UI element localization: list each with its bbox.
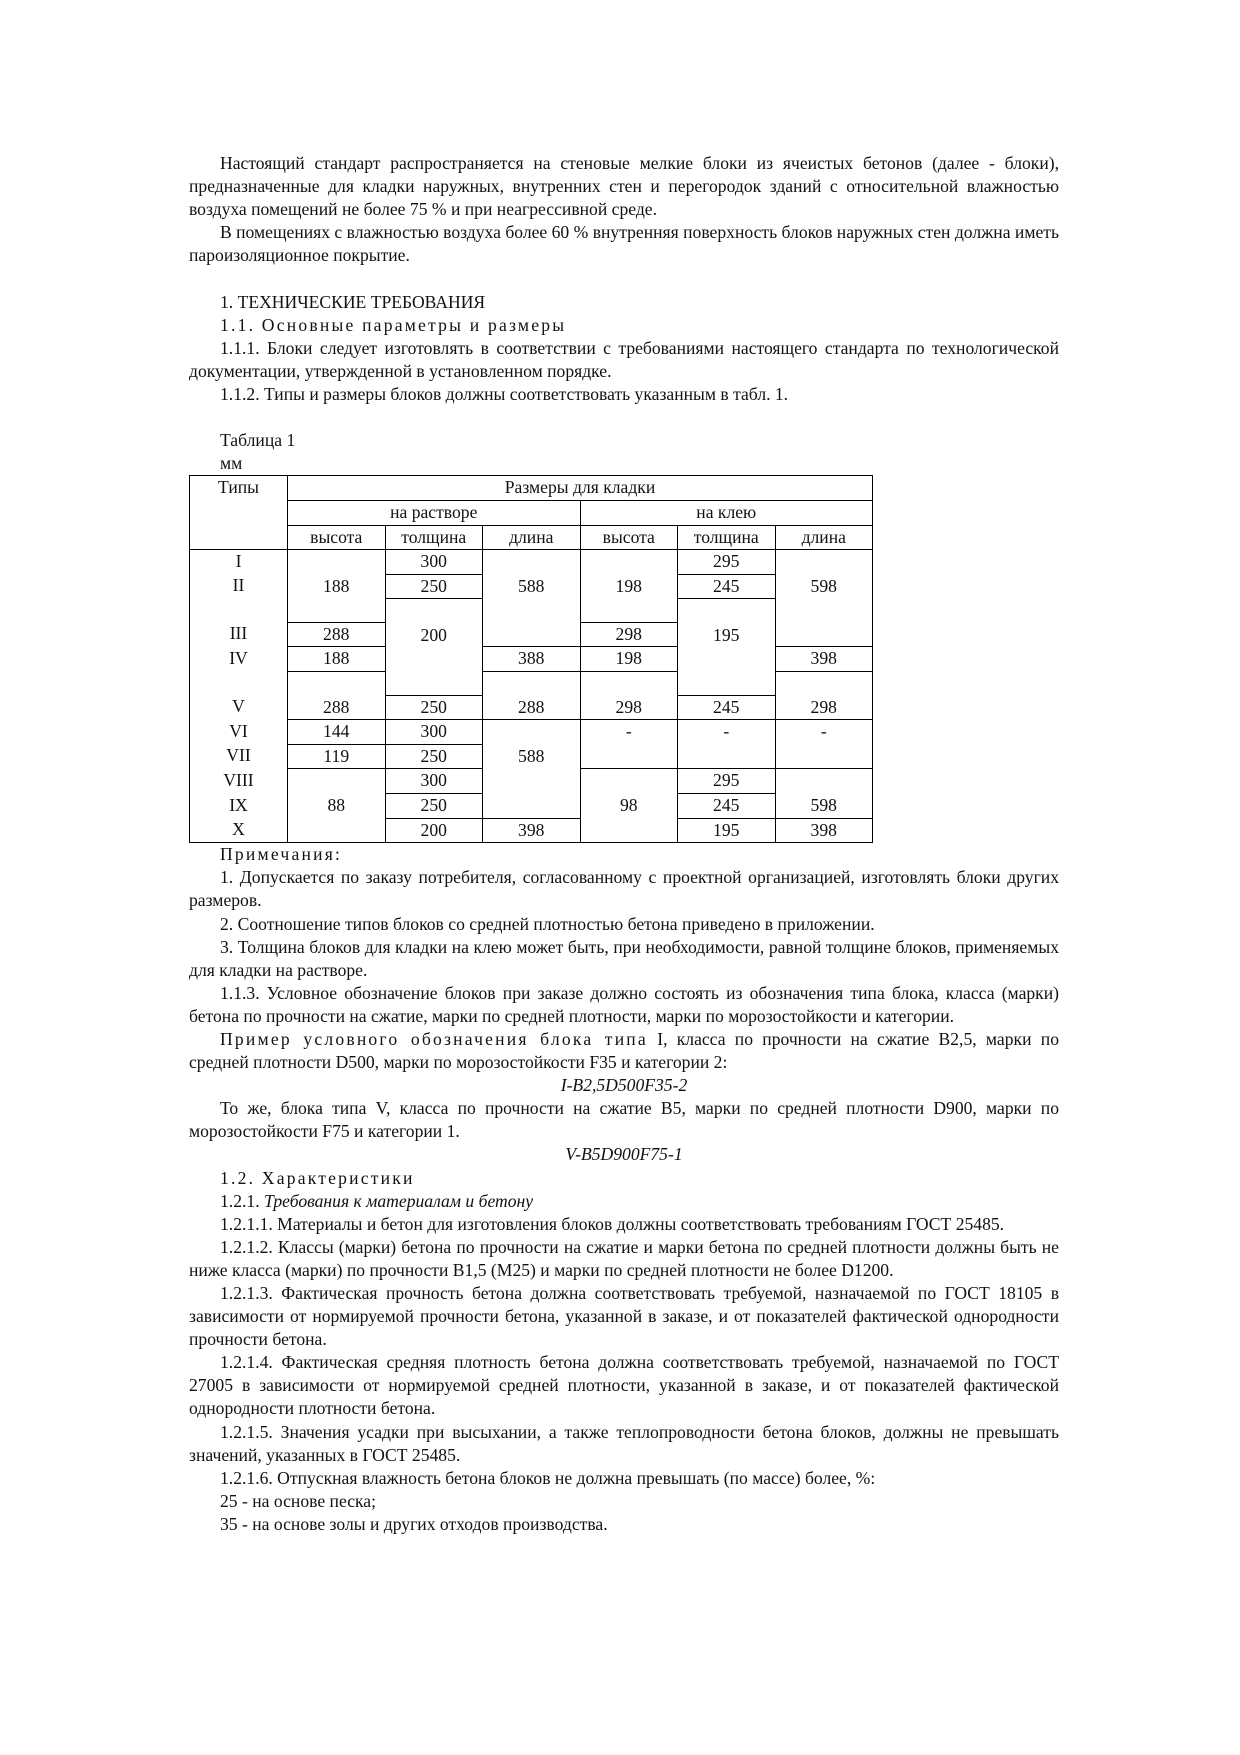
paragraph: 1.1.2. Типы и размеры блоков должны соответствовать указанным в табл. 1. bbox=[220, 383, 789, 404]
cell: 200 bbox=[385, 818, 483, 843]
type-cell: II bbox=[190, 574, 288, 599]
cell: - bbox=[580, 720, 678, 769]
cell: 198 bbox=[580, 647, 678, 672]
type-cell: IX bbox=[190, 794, 288, 819]
header-sizes: Размеры для кладки bbox=[288, 476, 873, 501]
cell: 288 bbox=[288, 622, 386, 647]
header-glue: на клею bbox=[580, 500, 873, 525]
type-cell: VI bbox=[190, 720, 288, 745]
cell: 288 bbox=[483, 672, 581, 720]
cell: 398 bbox=[775, 818, 873, 843]
cell: 288 bbox=[288, 672, 386, 720]
cell: 245 bbox=[678, 574, 776, 599]
cell: 300 bbox=[385, 769, 483, 794]
table-row bbox=[190, 720, 873, 745]
example-label: Пример условного обозначения блока типа bbox=[220, 1028, 648, 1049]
cell: 198 bbox=[580, 550, 678, 623]
paragraph: 1.2.1.6. Отпускная влажность бетона блоков не должна превышать (по массе) более, %: bbox=[220, 1467, 876, 1488]
cell: - bbox=[678, 720, 776, 769]
document-page bbox=[189, 152, 1059, 1536]
paragraph: 1.2.1.3. Фактическая прочность бетона должна соответствовать требуемой, назначаемой по ГОСТ 18105 в зависимости от нормируемой прочности бетона, указанной в заказе, и от показателей фактической однородности прочности бетона. bbox=[189, 1283, 1059, 1350]
paragraph: 1.1.1. Блоки следует изготовлять в соответствии с требованиями настоящего стандарта по технологической документации, утвержденной в установленном порядке. bbox=[189, 337, 1059, 381]
header-length: длина bbox=[775, 525, 873, 550]
designation-code: V-B5D900F75-1 bbox=[565, 1144, 683, 1165]
cell: 295 bbox=[678, 550, 776, 575]
example-paragraph bbox=[189, 1028, 1059, 1074]
example-paragraph: То же, блока типа V, класса по прочности на сжатие B5, марки по средней плотности D900, марки по морозостойкости F75 и категории 1. bbox=[189, 1098, 1059, 1142]
header-thickness: толщина bbox=[385, 525, 483, 550]
cell: 188 bbox=[288, 550, 386, 623]
header-length: длина bbox=[483, 525, 581, 550]
type-cell: X bbox=[190, 818, 288, 843]
header-height: высота bbox=[580, 525, 678, 550]
paragraph: 1.2.1.5. Значения усадки при высыхании, а также теплопроводности бетона блоков, должны не превышать значений, указанных в ГОСТ 25485. bbox=[189, 1421, 1059, 1465]
cell: 200 bbox=[385, 599, 483, 695]
cell: 245 bbox=[678, 794, 776, 819]
note: 3. Толщина блоков для кладки на клею может быть, при необходимости, равной толщине блоков, применяемых для кладки на растворе. bbox=[189, 936, 1059, 980]
cell: 250 bbox=[385, 744, 483, 769]
cell: 298 bbox=[775, 672, 873, 720]
type-cell: IV bbox=[190, 647, 288, 672]
type-cell: VII bbox=[190, 744, 288, 769]
header-height: высота bbox=[288, 525, 386, 550]
table-caption: Таблица 1 bbox=[220, 430, 296, 451]
cell: - bbox=[775, 720, 873, 769]
cell: 588 bbox=[483, 550, 581, 647]
paragraph: 1.2.1.2. Классы (марки) бетона по прочности на сжатие и марки бетона по средней плотности должны быть не ниже класса (марки) по прочности B1,5 (M25) и марки по средней плотности не более D1200. bbox=[189, 1236, 1059, 1280]
cell: 250 bbox=[385, 695, 483, 720]
cell: 298 bbox=[580, 672, 678, 720]
subsection-heading bbox=[189, 1190, 1059, 1213]
type-cell bbox=[190, 599, 288, 623]
cell: 245 bbox=[678, 695, 776, 720]
table-unit: мм bbox=[220, 453, 243, 474]
heading-number: 1.2.1. bbox=[220, 1190, 264, 1211]
designation-code: I-B2,5D500F35-2 bbox=[560, 1075, 688, 1096]
note: 1. Допускается по заказу потребителя, согласованному с проектной организацией, изготовлять блоки других размеров. bbox=[189, 867, 1059, 911]
header-mortar: на растворе bbox=[288, 500, 581, 525]
header-thickness: толщина bbox=[678, 525, 776, 550]
section-heading: 1. ТЕХНИЧЕСКИЕ ТРЕБОВАНИЯ bbox=[220, 291, 486, 312]
cell: 388 bbox=[483, 647, 581, 672]
type-cell: I bbox=[190, 550, 288, 575]
cell: 250 bbox=[385, 574, 483, 599]
type-cell: III bbox=[190, 622, 288, 647]
list-item: 35 - на основе золы и других отходов производства. bbox=[220, 1513, 608, 1534]
cell: 598 bbox=[775, 769, 873, 818]
header-types: Типы bbox=[190, 476, 288, 550]
subsection-heading: 1.2. Характеристики bbox=[220, 1167, 415, 1188]
paragraph: 1.1.3. Условное обозначение блоков при заказе должно состоять из обозначения типа блока, класса (марки) бетона по прочности на сжатие, марки по средней плотности, марки по морозостойкости и категории. bbox=[189, 982, 1059, 1026]
cell: 195 bbox=[678, 599, 776, 695]
intro-paragraph: В помещениях с влажностью воздуха более 60 % внутренняя поверхность блоков наружных стен должна иметь пароизоляционное покрытие. bbox=[189, 222, 1059, 266]
paragraph: 1.2.1.1. Материалы и бетон для изготовления блоков должны соответствовать требованиям ГОСТ 25485. bbox=[220, 1213, 1005, 1234]
subsection-heading: 1.1. Основные параметры и размеры bbox=[220, 314, 567, 335]
cell: 119 bbox=[288, 744, 386, 769]
list-item: 25 - на основе песка; bbox=[220, 1490, 376, 1511]
cell: 398 bbox=[483, 818, 581, 843]
notes-title: Примечания: bbox=[220, 844, 343, 865]
table-row bbox=[190, 550, 873, 575]
cell: 144 bbox=[288, 720, 386, 745]
cell: 300 bbox=[385, 550, 483, 575]
cell: 598 bbox=[775, 550, 873, 647]
cell: 398 bbox=[775, 647, 873, 672]
cell: 300 bbox=[385, 720, 483, 745]
cell: 88 bbox=[288, 769, 386, 843]
heading-title: Требования к материалам и бетону bbox=[263, 1190, 534, 1211]
type-cell: V bbox=[190, 695, 288, 720]
cell: 295 bbox=[678, 769, 776, 794]
block-sizes-table bbox=[189, 475, 873, 843]
type-cell bbox=[190, 672, 288, 696]
cell: 250 bbox=[385, 794, 483, 819]
cell: 195 bbox=[678, 818, 776, 843]
cell: 588 bbox=[483, 720, 581, 818]
paragraph: 1.2.1.4. Фактическая средняя плотность бетона должна соответствовать требуемой, назначаемой по ГОСТ 27005 в зависимости от нормируемой средней плотности, указанной в заказе, и от показателей фактической однородности плотности бетона. bbox=[189, 1352, 1059, 1419]
type-cell: VIII bbox=[190, 769, 288, 794]
cell: 298 bbox=[580, 622, 678, 647]
cell: 188 bbox=[288, 647, 386, 672]
note: 2. Соотношение типов блоков со средней плотностью бетона приведено в приложении. bbox=[220, 913, 875, 934]
intro-paragraph: Настоящий стандарт распространяется на стеновые мелкие блоки из ячеистых бетонов (далее - блоки), предназначенные для кладки наружных, внутренних стен и перегородок зданий с относительной влажностью воздуха помещений не более 75 % и при неагрессивной среде. bbox=[189, 153, 1059, 220]
cell: 98 bbox=[580, 769, 678, 843]
example-text: I, класса по прочности на сжатие B2,5, марки по средней плотности D500, марки по морозостойкости F35 и категории 2: bbox=[189, 1028, 1059, 1073]
